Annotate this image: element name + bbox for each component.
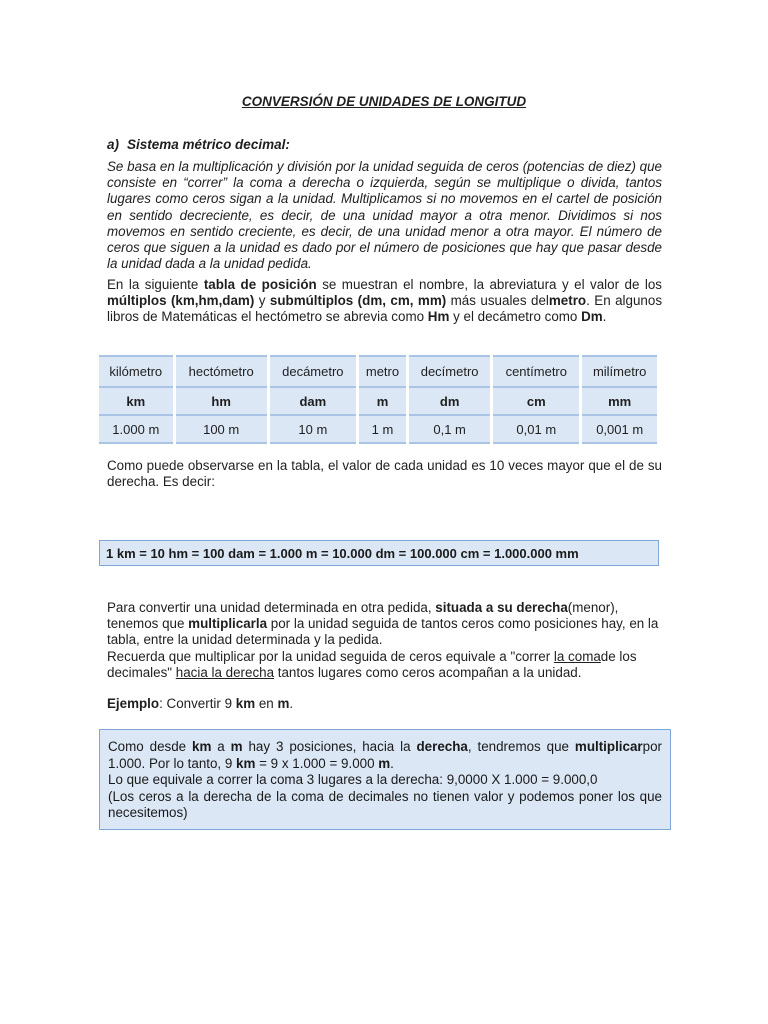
solution-line-3: (Los ceros a la derecha de la coma de decimales no tienen valor y podemos poner los que necesitemos) xyxy=(108,788,662,820)
page-title: CONVERSIÓN DE UNIDADES DE LONGITUD xyxy=(241,94,527,109)
intro-paragraph: Se basa en la multiplicación y división por la unidad seguida de ceros (potencias de diez) que consiste en “correr” la coma a derecha o izquierda, según se multiplique o divida, tantos lugares como ceros sigan a la unidad. Multiplicamos si no movemos en el cartel de posición en sentido decreciente, es decir, de una unidad mayor a otra menor. Dividimos si nos movemos en sentido creciente, es decir, de una unidad menor a otra mayor. El número de ceros que siguen a la unidad es dado por el número de posiciones que hay que pasar desde la unidad dada a la unidad pedida. xyxy=(107,159,662,272)
table-cell: 10 m xyxy=(268,415,357,443)
section-label: a) xyxy=(107,137,120,152)
table-cell: mm xyxy=(581,387,657,415)
table-cell: decímetro xyxy=(408,356,492,387)
table-cell: hm xyxy=(174,387,268,415)
table-cell: cm xyxy=(492,387,581,415)
section-heading xyxy=(107,137,290,152)
table-cell: km xyxy=(99,387,174,415)
table-cell: 1.000 m xyxy=(99,415,174,443)
conversion-rule-paragraph: Para convertir una unidad determinada en otra pedida, situada a su derecha(menor), tenemos que multiplicarla por la unidad seguida de tantos ceros como posiciones hay, en la tabla, entre la unidad determinada y la pedida. Recuerda que multiplicar por la unidad seguida de ceros equivale a "correr la comade los decimales" hacia la derecha tantos lugares como ceros acompañan a la unidad. xyxy=(107,600,659,680)
table-cell: m xyxy=(357,387,407,415)
table-cell: milímetro xyxy=(581,356,657,387)
example-line: Ejemplo: Convertir 9 km en m. xyxy=(107,696,294,711)
unit-names-row xyxy=(99,356,657,387)
unit-values-row xyxy=(99,415,657,443)
unit-abbr-row xyxy=(99,387,657,415)
table-cell: decámetro xyxy=(268,356,357,387)
position-table xyxy=(99,355,657,444)
table-intro-paragraph: En la siguiente tabla de posición se muestran el nombre, la abreviatura y el valor de los múltiplos (km,hm,dam) y submúltiplos (dm, cm, mm) más usuales delmetro. En algunos libros de Matemáticas el hectómetro se abrevia como Hm y el decámetro como Dm. xyxy=(107,277,663,325)
equivalence-box: 1 km = 10 hm = 100 dam = 1.000 m = 10.000 dm = 100.000 cm = 1.000.000 mm xyxy=(99,540,659,566)
table-cell: hectómetro xyxy=(174,356,268,387)
table-cell: dm xyxy=(408,387,492,415)
observation-paragraph: Como puede observarse en la tabla, el valor de cada unidad es 10 veces mayor que el de su derecha. Es decir: xyxy=(107,458,662,490)
table-cell: 0,1 m xyxy=(408,415,492,443)
table-cell: dam xyxy=(268,387,357,415)
section-title: Sistema métrico decimal: xyxy=(127,137,290,152)
solution-line-1: Como desde km a m hay 3 posiciones, hacia la derecha, tendremos que multiplicarpor 1.000. Por lo tanto, 9 km = 9 x 1.000 = 9.000 m. xyxy=(108,739,662,771)
table-cell: 0,001 m xyxy=(581,415,657,443)
solution-line-2: Lo que equivale a correr la coma 3 lugares a la derecha: 9,0000 X 1.000 = 9.000,0 xyxy=(108,772,598,787)
table-cell: kilómetro xyxy=(99,356,174,387)
table-cell: metro xyxy=(357,356,407,387)
solution-box xyxy=(99,729,671,830)
table-cell: 1 m xyxy=(357,415,407,443)
table-cell: centímetro xyxy=(492,356,581,387)
table-cell: 0,01 m xyxy=(492,415,581,443)
table-cell: 100 m xyxy=(174,415,268,443)
